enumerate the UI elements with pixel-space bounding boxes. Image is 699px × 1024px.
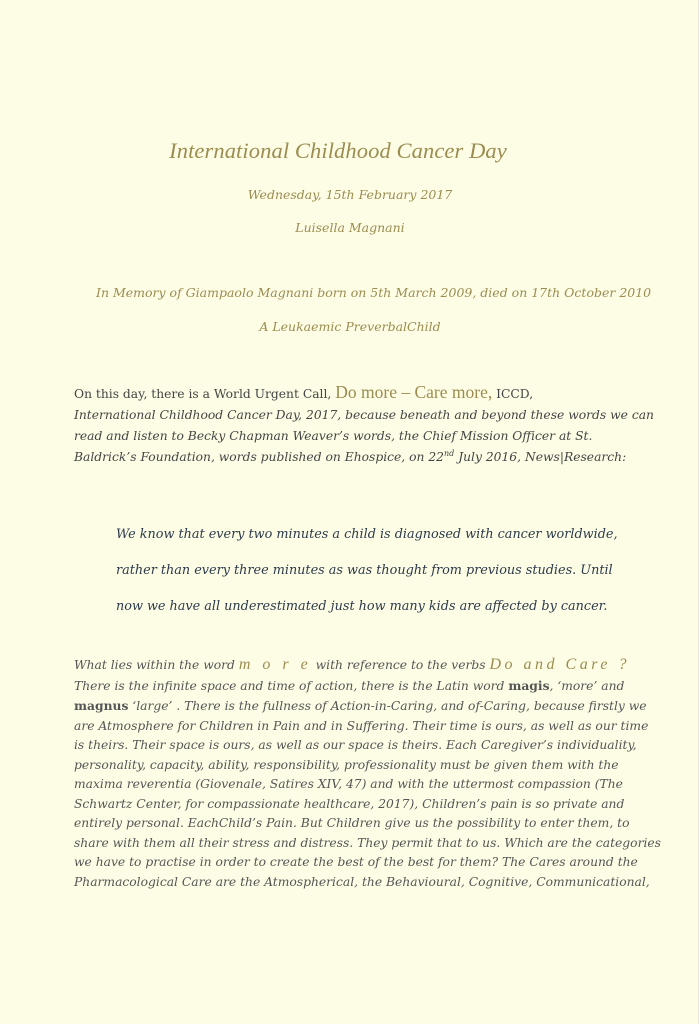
ordinal-suffix: nd [444, 448, 455, 458]
intro-line-2: International Childhood Cancer Day, 2017, because beneath and beyond these words we can [74, 408, 654, 422]
body-line: is theirs. Their space is ours, as well as our space is theirs. Each Caregiver’s individuality, [74, 738, 637, 752]
memorial-line: In Memory of Giampaolo Magnani born on 5th March 2009, died on 17th October 2010 [96, 285, 652, 300]
intro-text: On this day, there is a World Urgent Call, [74, 387, 336, 401]
question-text-a: What lies within the word [74, 658, 239, 672]
body-line-2a: There is the infinite space and time of action, there is the Latin word [74, 678, 509, 693]
intro-paragraph [74, 382, 674, 468]
intro-line-4a: Baldrick’s Foundation, words published on Ehospice, on 22 [74, 450, 444, 464]
latin-magis: magis [508, 677, 550, 693]
body-line: Pharmacological Care are the Atmospherical, the Behavioural, Cognitive, Communicational, [74, 874, 650, 889]
block-quote [116, 517, 636, 625]
body-paragraph [74, 655, 680, 892]
call-phrase: Do more – Care more, [335, 382, 493, 402]
body-line [74, 676, 680, 697]
body-line: share with them all their stress and distress. They permit that to us. Which are the categories [74, 835, 661, 850]
quote-line: rather than every three minutes as was thought from previous studies. Until [116, 563, 613, 578]
body-line: maxima reverentia (Giovenale, Satires XIV, 47) and with the uttermost compassion (The [74, 777, 623, 791]
body-line: Schwartz Center, for compassionate healthcare, 2017), Children’s pain is so private and [74, 796, 625, 811]
iccd-text: ICCD, [492, 387, 534, 401]
quote-line: now we have all underestimated just how many kids are affected by cancer. [116, 599, 608, 614]
body-line: personality, capacity, ability, responsibility, professionality must be given them with the [74, 757, 619, 772]
body-line-2b: , ‘more’ and [549, 678, 625, 693]
do-and-care: Do and Care ? [489, 656, 630, 673]
body-line [74, 696, 680, 717]
dedication-line: A Leukaemic PreverbalChild [259, 319, 441, 334]
body-line: entirely personal. EachChild’s Pain. But Children give us the possibility to enter them, to [74, 816, 630, 830]
question-line [74, 655, 680, 676]
document-title: International Childhood Cancer Day [169, 138, 507, 163]
quote-line: We know that every two minutes a child is diagnosed with cancer worldwide, [116, 527, 618, 542]
body-line-3b: ‘large’ . There is the fullness of Action-in-Caring, and of-Caring, because firstly we [128, 699, 647, 713]
document-date: Wednesday, 15th February 2017 [247, 187, 453, 202]
body-line: we have to practise in order to create the best of the best for them? The Cares around the [74, 855, 638, 869]
body-line: are Atmosphere for Children in Pain and in Suffering. Their time is ours, as well as our time [74, 718, 649, 733]
word-more: m o r e [238, 656, 312, 673]
intro-line-4b: July 2016, News|Research: [454, 450, 627, 464]
intro-line-3: read and listen to Becky Chapman Weaver’s words, the Chief Mission Officer at St. [74, 429, 593, 443]
latin-magnus: magnus [74, 698, 129, 713]
document-author: Luisella Magnani [295, 220, 405, 235]
question-text-b: with reference to the verbs [311, 658, 490, 672]
